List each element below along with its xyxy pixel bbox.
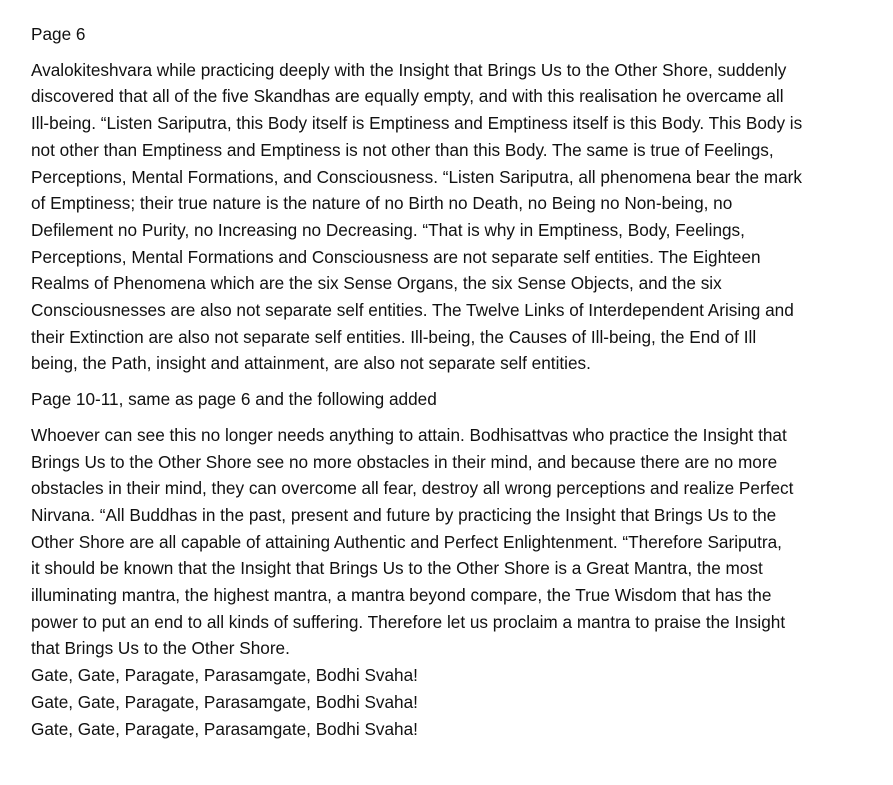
paragraph-line: Brings Us to the Other Shore see no more obstacles in their mind, and because there are no more	[31, 451, 778, 472]
paragraph-line: Realms of Phenomena which are the six Sense Organs, the six Sense Objects, and the six	[31, 273, 722, 294]
paragraph-line: their Extinction are also not separate self entities. Ill-being, the Causes of Ill-being, the End of Ill	[31, 326, 757, 347]
paragraph-line: illuminating mantra, the highest mantra, a mantra beyond compare, the True Wisdom that has the	[31, 585, 772, 606]
page-heading-6: Page 6	[31, 24, 86, 44]
paragraph-heart-sutra	[31, 57, 861, 377]
paragraph-line: obstacles in their mind, they can overcome all fear, destroy all wrong perceptions and realize Perfect	[31, 478, 794, 499]
paragraph-line: Avalokiteshvara while practicing deeply with the Insight that Brings Us to the Other Shore, suddenly	[31, 59, 787, 80]
paragraph-line: power to put an end to all kinds of suffering. Therefore let us proclaim a mantra to praise the Insight	[31, 611, 786, 632]
paragraph-line: being, the Path, insight and attainment, are also not separate self entities.	[31, 353, 591, 374]
mantra-block	[31, 662, 861, 742]
paragraph-line: it should be known that the Insight that Brings Us to the Other Shore is a Great Mantra, the most	[31, 558, 763, 579]
paragraph-line: Nirvana. “All Buddhas in the past, present and future by practicing the Insight that Brings Us to the	[31, 504, 777, 525]
paragraph-line: Ill-being. “Listen Sariputra, this Body itself is Emptiness and Emptiness itself is this Body. This Body is	[31, 113, 803, 134]
mantra-line: Gate, Gate, Paragate, Parasamgate, Bodhi Svaha!	[31, 718, 418, 739]
document-page	[31, 21, 861, 742]
paragraph-line: Perceptions, Mental Formations and Consciousness are not separate self entities. The Eighteen	[31, 246, 761, 267]
paragraph-added-text	[31, 422, 861, 662]
paragraph-line: Perceptions, Mental Formations, and Consciousness. “Listen Sariputra, all phenomena bear the mark	[31, 166, 802, 187]
paragraph-line: not other than Emptiness and Emptiness is not other than this Body. The same is true of Feelings,	[31, 139, 774, 160]
paragraph-line: Defilement no Purity, no Increasing no Decreasing. “That is why in Emptiness, Body, Feelings,	[31, 219, 745, 240]
page-heading-10-11: Page 10-11, same as page 6 and the following added	[31, 389, 437, 410]
paragraph-line: Whoever can see this no longer needs anything to attain. Bodhisattvas who practice the Insight that	[31, 424, 787, 445]
paragraph-line: Consciousnesses are also not separate self entities. The Twelve Links of Interdependent Arising and	[31, 300, 794, 321]
paragraph-line: that Brings Us to the Other Shore.	[31, 638, 290, 659]
mantra-line: Gate, Gate, Paragate, Parasamgate, Bodhi Svaha!	[31, 691, 418, 712]
mantra-line: Gate, Gate, Paragate, Parasamgate, Bodhi Svaha!	[31, 665, 418, 686]
paragraph-line: discovered that all of the five Skandhas are equally empty, and with this realisation he overcame all	[31, 86, 784, 107]
paragraph-line: of Emptiness; their true nature is the nature of no Birth no Death, no Being no Non-being, no	[31, 193, 733, 214]
paragraph-line: Other Shore are all capable of attaining Authentic and Perfect Enlightenment. “Therefore Sariputra,	[31, 531, 782, 552]
